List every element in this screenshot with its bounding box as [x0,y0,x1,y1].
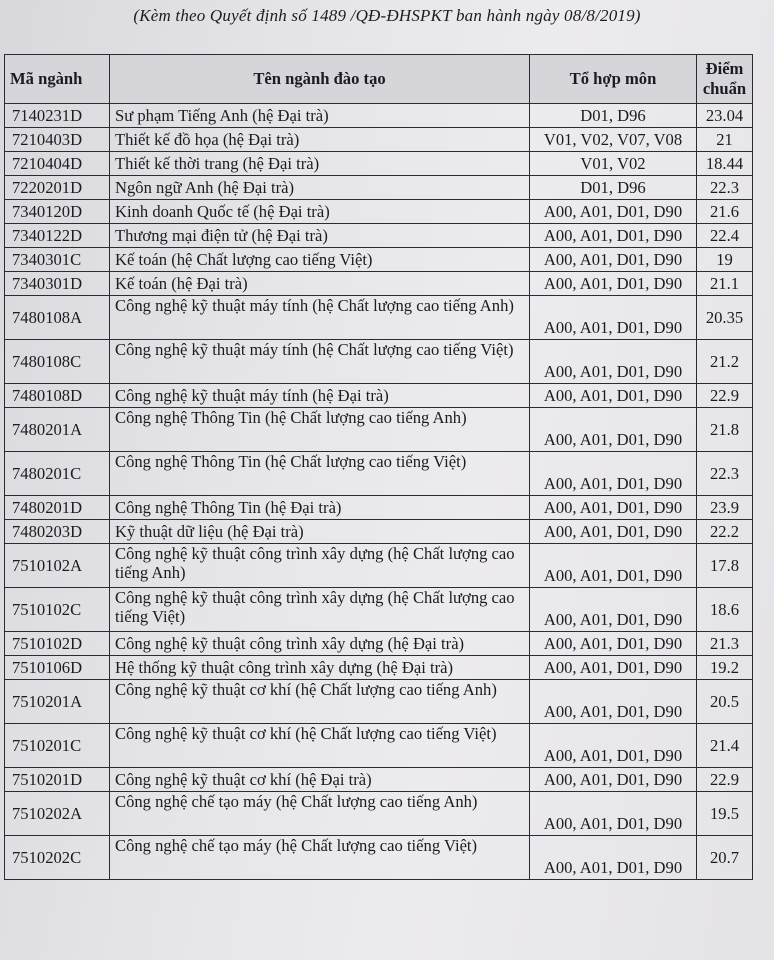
row-combo: A00, A01, D01, D90 [530,248,697,272]
row-score: 21.6 [697,200,753,224]
row-score: 23.9 [697,496,753,520]
row-code: 7510201D [5,768,110,792]
table-row [5,104,753,128]
row-code: 7480108A [5,296,110,340]
row-combo: A00, A01, D01, D90 [530,452,697,496]
row-name: Ngôn ngữ Anh (hệ Đại trà) [110,176,530,200]
row-combo: A00, A01, D01, D90 [530,408,697,452]
row-name: Hệ thống kỹ thuật công trình xây dựng (hệ Đại trà) [110,656,530,680]
row-name: Công nghệ kỹ thuật máy tính (hệ Chất lượng cao tiếng Anh) [110,296,530,340]
table-row [5,200,753,224]
table-row [5,408,753,452]
table-row [5,296,753,340]
table-row [5,520,753,544]
row-score: 20.7 [697,836,753,880]
row-score: 22.3 [697,452,753,496]
row-name: Công nghệ kỹ thuật máy tính (hệ Chất lượng cao tiếng Việt) [110,340,530,384]
row-name: Công nghệ kỹ thuật cơ khí (hệ Chất lượng cao tiếng Việt) [110,724,530,768]
header-code: Mã ngành [5,55,110,104]
row-score: 19 [697,248,753,272]
table-row [5,128,753,152]
row-combo: A00, A01, D01, D90 [530,224,697,248]
row-code: 7480108C [5,340,110,384]
row-combo: A00, A01, D01, D90 [530,520,697,544]
row-code: 7210403D [5,128,110,152]
row-score: 22.2 [697,520,753,544]
row-combo: A00, A01, D01, D90 [530,724,697,768]
row-code: 7340301C [5,248,110,272]
row-score: 21.3 [697,632,753,656]
row-code: 7480201C [5,452,110,496]
row-combo: A00, A01, D01, D90 [530,656,697,680]
row-name: Công nghệ kỹ thuật cơ khí (hệ Đại trà) [110,768,530,792]
header-combo: Tổ hợp môn [530,55,697,104]
row-score: 21.2 [697,340,753,384]
row-score: 22.4 [697,224,753,248]
row-name: Kế toán (hệ Đại trà) [110,272,530,296]
table-row [5,836,753,880]
row-score: 22.9 [697,768,753,792]
header-name: Tên ngành đào tạo [110,55,530,104]
row-combo: A00, A01, D01, D90 [530,680,697,724]
row-combo: A00, A01, D01, D90 [530,272,697,296]
table-row [5,768,753,792]
row-combo: A00, A01, D01, D90 [530,768,697,792]
table-row [5,224,753,248]
table-row [5,632,753,656]
row-score: 19.5 [697,792,753,836]
row-score: 22.3 [697,176,753,200]
row-name: Thiết kế thời trang (hệ Đại trà) [110,152,530,176]
row-name: Công nghệ chế tạo máy (hệ Chất lượng cao tiếng Anh) [110,792,530,836]
row-score: 23.04 [697,104,753,128]
row-code: 7510102A [5,544,110,588]
row-code: 7480201D [5,496,110,520]
table-row [5,340,753,384]
row-combo: A00, A01, D01, D90 [530,836,697,880]
table-row [5,496,753,520]
row-code: 7480201A [5,408,110,452]
row-code: 7510201A [5,680,110,724]
row-code: 7140231D [5,104,110,128]
table-body [5,104,753,880]
row-combo: A00, A01, D01, D90 [530,296,697,340]
row-name: Công nghệ Thông Tin (hệ Chất lượng cao tiếng Việt) [110,452,530,496]
row-code: 7340120D [5,200,110,224]
row-score: 21 [697,128,753,152]
row-score: 21.8 [697,408,753,452]
row-combo: A00, A01, D01, D90 [530,200,697,224]
row-name: Kế toán (hệ Chất lượng cao tiếng Việt) [110,248,530,272]
row-score: 22.9 [697,384,753,408]
row-combo: V01, V02, V07, V08 [530,128,697,152]
table-row [5,248,753,272]
row-name: Công nghệ kỹ thuật máy tính (hệ Đại trà) [110,384,530,408]
table-row [5,656,753,680]
row-score: 19.2 [697,656,753,680]
row-name: Kinh doanh Quốc tế (hệ Đại trà) [110,200,530,224]
header-score: Điểm chuẩn [697,55,753,104]
row-score: 21.4 [697,724,753,768]
admission-score-table [4,54,753,880]
table-header-row [5,55,753,104]
row-name: Công nghệ kỹ thuật cơ khí (hệ Chất lượng cao tiếng Anh) [110,680,530,724]
row-code: 7510201C [5,724,110,768]
row-combo: A00, A01, D01, D90 [530,544,697,588]
row-code: 7510106D [5,656,110,680]
row-code: 7510202C [5,836,110,880]
row-name: Thiết kế đồ họa (hệ Đại trà) [110,128,530,152]
table-row [5,680,753,724]
row-name: Công nghệ Thông Tin (hệ Chất lượng cao tiếng Anh) [110,408,530,452]
row-code: 7340301D [5,272,110,296]
table-row [5,384,753,408]
row-score: 18.6 [697,588,753,632]
row-combo: A00, A01, D01, D90 [530,384,697,408]
row-code: 7510102C [5,588,110,632]
row-combo: D01, D96 [530,104,697,128]
table-row [5,152,753,176]
table-row [5,724,753,768]
row-code: 7210404D [5,152,110,176]
row-code: 7510102D [5,632,110,656]
table-row [5,588,753,632]
row-code: 7220201D [5,176,110,200]
table-row [5,452,753,496]
table-row [5,176,753,200]
row-code: 7480203D [5,520,110,544]
row-name: Công nghệ chế tạo máy (hệ Chất lượng cao tiếng Việt) [110,836,530,880]
row-name: Công nghệ Thông Tin (hệ Đại trà) [110,496,530,520]
row-code: 7480108D [5,384,110,408]
row-score: 21.1 [697,272,753,296]
row-combo: A00, A01, D01, D90 [530,792,697,836]
row-combo: V01, V02 [530,152,697,176]
row-combo: D01, D96 [530,176,697,200]
row-code: 7340122D [5,224,110,248]
row-code: 7510202A [5,792,110,836]
row-name: Thương mại điện tử (hệ Đại trà) [110,224,530,248]
row-name: Kỹ thuật dữ liệu (hệ Đại trà) [110,520,530,544]
row-combo: A00, A01, D01, D90 [530,340,697,384]
row-name: Sư phạm Tiếng Anh (hệ Đại trà) [110,104,530,128]
row-score: 18.44 [697,152,753,176]
table-row [5,792,753,836]
row-name: Công nghệ kỹ thuật công trình xây dựng (hệ Đại trà) [110,632,530,656]
row-score: 20.5 [697,680,753,724]
row-score: 20.35 [697,296,753,340]
row-combo: A00, A01, D01, D90 [530,632,697,656]
row-combo: A00, A01, D01, D90 [530,496,697,520]
table-row [5,544,753,588]
row-name: Công nghệ kỹ thuật công trình xây dựng (hệ Chất lượng cao tiếng Việt) [110,588,530,632]
decision-caption: (Kèm theo Quyết định số 1489 /QĐ-ĐHSPKT ban hành ngày 08/8/2019) [133,6,641,25]
row-score: 17.8 [697,544,753,588]
table-row [5,272,753,296]
row-name: Công nghệ kỹ thuật công trình xây dựng (hệ Chất lượng cao tiếng Anh) [110,544,530,588]
row-combo: A00, A01, D01, D90 [530,588,697,632]
